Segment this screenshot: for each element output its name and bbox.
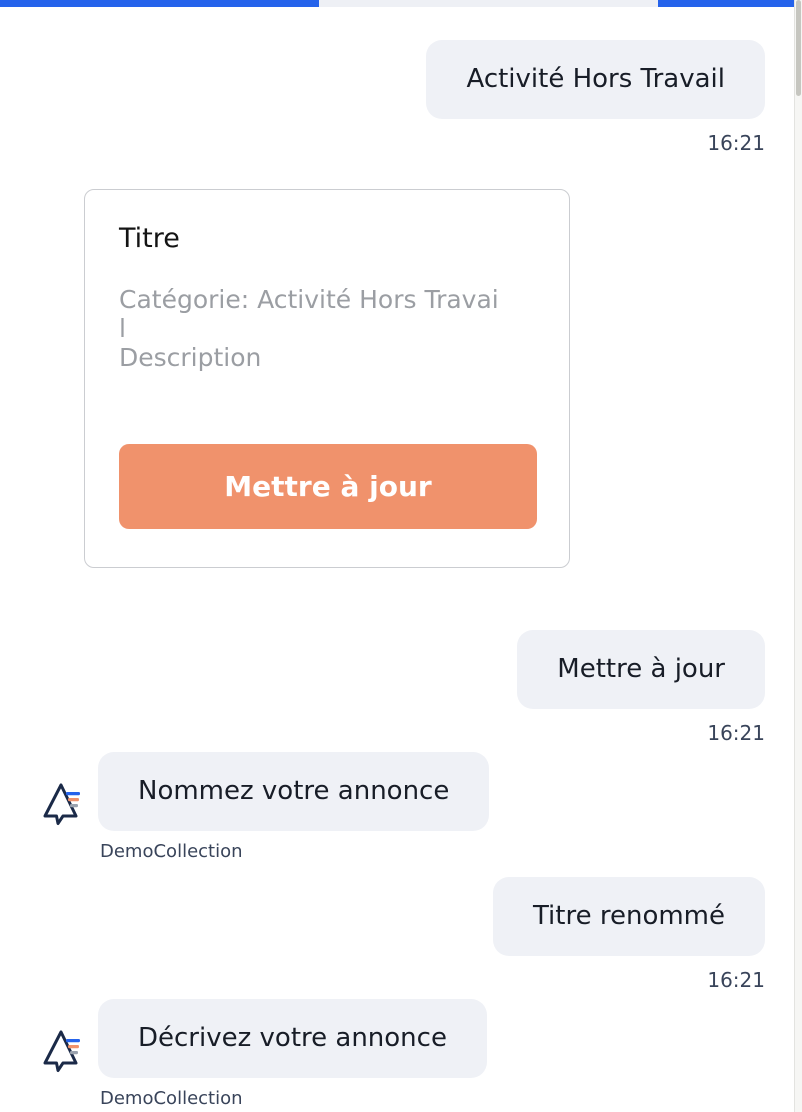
progress-segment-empty	[319, 0, 657, 7]
progress-segment-filled-right	[658, 0, 802, 7]
bot-message-row	[0, 752, 802, 831]
card-category-wrap-line: l	[119, 314, 126, 343]
message-timestamp: 16:21	[707, 131, 765, 155]
user-message-row	[0, 877, 802, 956]
bot-sender-name: DemoCollection	[100, 841, 243, 862]
bot-logo-icon	[42, 781, 80, 831]
user-message-row	[0, 630, 802, 709]
bot-logo-icon	[42, 1028, 80, 1078]
message-timestamp: 16:21	[707, 968, 765, 992]
bot-message-bubble: Décrivez votre annonce	[98, 999, 487, 1078]
progress-segment-filled-left	[0, 0, 319, 7]
bot-message-bubble: Nommez votre annonce	[98, 752, 489, 831]
scrollbar-thumb[interactable]	[796, 0, 801, 96]
update-button[interactable]: Mettre à jour	[119, 444, 537, 529]
user-message-bubble: Titre renommé	[493, 877, 765, 956]
scrollbar[interactable]	[794, 0, 802, 1112]
message-timestamp: 16:21	[707, 721, 765, 745]
bot-sender-name: DemoCollection	[100, 1088, 243, 1109]
chat-message-list	[0, 40, 802, 1110]
bot-message-row	[0, 999, 802, 1078]
progress-bar	[0, 0, 802, 7]
card-description-line: Description	[119, 343, 262, 372]
card-category-line: Catégorie: Activité Hors Travai	[119, 285, 499, 314]
user-message-bubble: Mettre à jour	[517, 630, 765, 709]
announcement-form-card	[84, 189, 570, 568]
user-message-row	[0, 40, 802, 119]
user-message-bubble: Activité Hors Travail	[426, 40, 765, 119]
card-title: Titre	[119, 223, 180, 254]
card-placeholder-text	[119, 285, 535, 372]
